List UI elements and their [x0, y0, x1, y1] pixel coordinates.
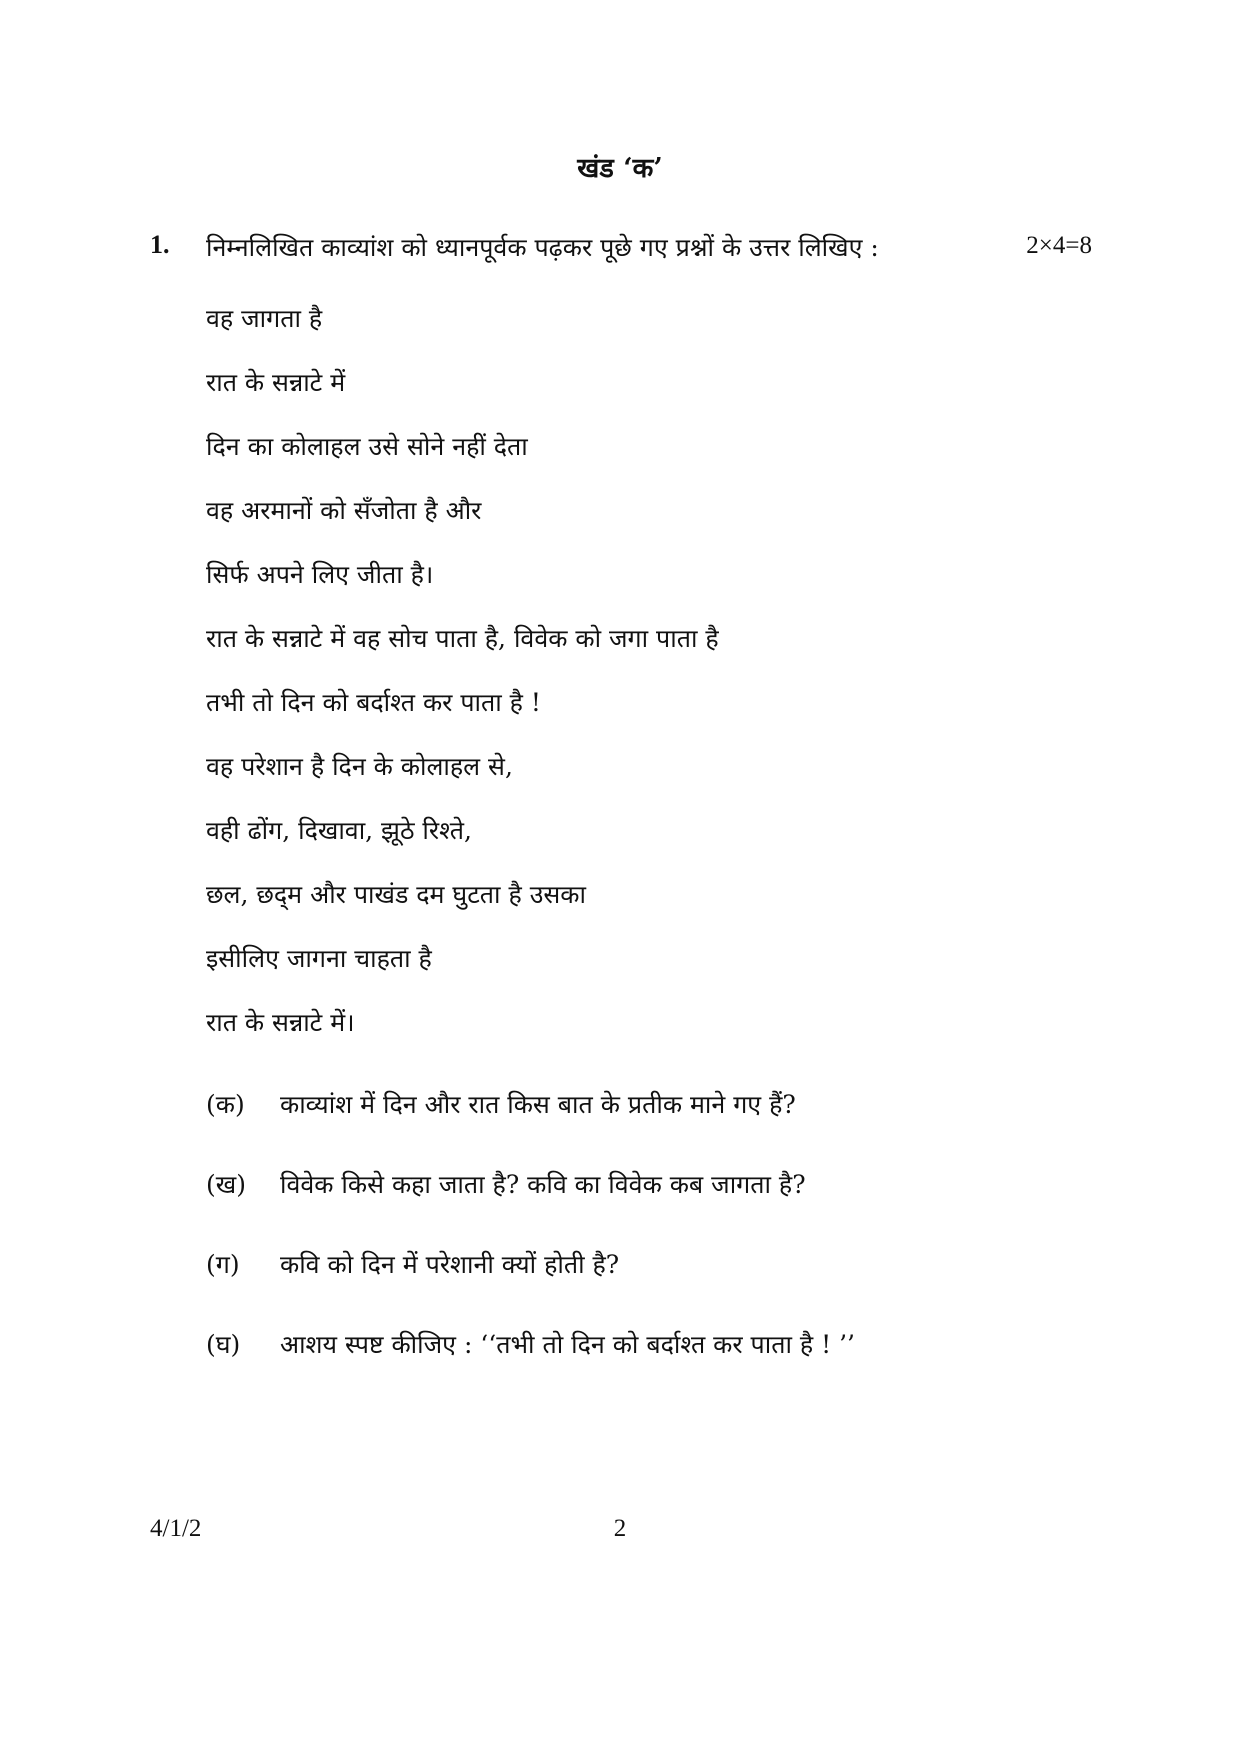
subquestion-ka — [206, 1088, 855, 1168]
page-number: 2 — [613, 1515, 627, 1542]
poem-line: वह परेशान है दिन के कोलाहल से, — [206, 752, 513, 781]
subquestion-label: (क) — [206, 1090, 245, 1119]
poem-line: दिन का कोलाहल उसे सोने नहीं देता — [206, 432, 528, 461]
paper-code: 4/1/2 — [150, 1515, 202, 1542]
subquestion-kha — [206, 1168, 855, 1248]
poem-line: वह अरमानों को सँजोता है और — [206, 496, 482, 525]
poem-line: रात के सन्नाटे में वह सोच पाता है, विवेक को जगा पाता है — [206, 624, 719, 653]
poem-line: तभी तो दिन को बर्दाश्त कर पाता है ! — [206, 688, 541, 717]
subquestion-text: कवि को दिन में परेशानी क्यों होती है? — [280, 1250, 620, 1279]
poem-line: वह जागता है — [206, 304, 323, 333]
subquestion-label: (घ) — [206, 1330, 241, 1359]
poem-line: वही ढोंग, दिखावा, झूठे रिश्ते, — [206, 816, 472, 845]
poem-line: सिर्फ अपने लिए जीता है। — [206, 560, 434, 589]
subquestion-label: (ग) — [206, 1250, 240, 1279]
poem-line: इसीलिए जागना चाहता है — [206, 944, 432, 973]
subquestion-list — [206, 1088, 855, 1408]
subquestion-gha — [206, 1328, 855, 1408]
question-number: 1. — [150, 230, 170, 259]
section-title: खंड ‘क’ — [577, 153, 663, 184]
subquestion-text: विवेक किसे कहा जाता है? कवि का विवेक कब जागता है? — [280, 1170, 806, 1199]
subquestion-label: (ख) — [206, 1170, 246, 1199]
question-prompt: निम्नलिखित काव्यांश को ध्यानपूर्वक पढ़कर पूछे गए प्रश्नों के उत्तर लिखिए : — [206, 233, 879, 262]
poem-stanza — [206, 302, 719, 1070]
subquestion-text: काव्यांश में दिन और रात किस बात के प्रतीक माने गए हैं? — [280, 1090, 796, 1119]
poem-line: रात के सन्नाटे में। — [206, 1008, 355, 1037]
subquestion-ga — [206, 1248, 855, 1328]
question-marks: 2×4=8 — [1026, 232, 1092, 259]
subquestion-text: आशय स्पष्ट कीजिए : ‘‘तभी तो दिन को बर्दाश्त कर पाता है ! ’’ — [280, 1330, 855, 1359]
poem-line: छल, छद्‌म और पाखंड दम घुटता है उसका — [206, 880, 586, 909]
poem-line: रात के सन्नाटे में — [206, 368, 346, 397]
